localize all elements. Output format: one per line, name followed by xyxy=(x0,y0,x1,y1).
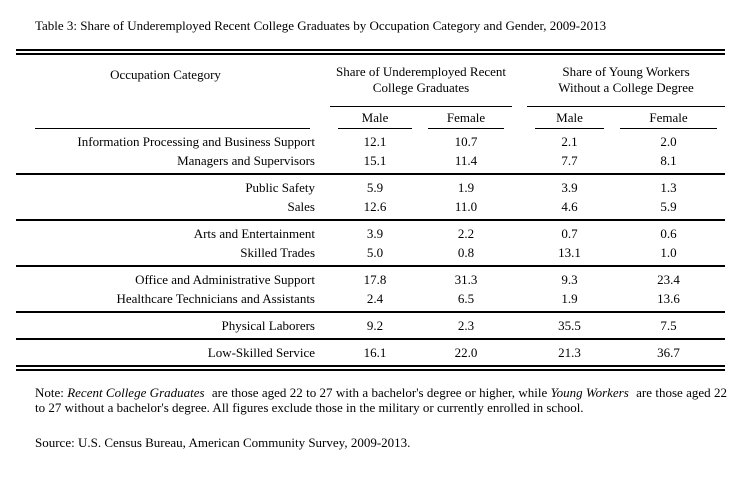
row-group xyxy=(16,339,725,365)
spacer-cell xyxy=(512,220,527,243)
spacer-cell xyxy=(512,312,527,339)
cell-value: 23.4 xyxy=(657,272,680,287)
cell-value: 3.9 xyxy=(561,180,578,195)
row-group xyxy=(16,174,725,220)
cell-value: 2.3 xyxy=(457,318,475,333)
cell-value: 2.1 xyxy=(561,134,578,149)
table-row xyxy=(16,312,725,339)
col-group-underemployed-graduates xyxy=(330,55,512,107)
cell-value: 31.3 xyxy=(454,272,478,287)
row-label: Low-Skilled Service xyxy=(207,345,315,360)
cell-value: 5.0 xyxy=(366,245,384,260)
spacer-cell xyxy=(512,266,527,289)
spacer-cell xyxy=(512,339,527,365)
col-header-male-graduates: Male xyxy=(330,107,420,130)
table-row xyxy=(16,243,725,266)
cell-value: 36.7 xyxy=(657,345,680,360)
row-label: Sales xyxy=(287,199,315,214)
cell-value: 4.6 xyxy=(561,199,578,214)
cell-value: 0.8 xyxy=(457,245,475,260)
cell-value: 9.2 xyxy=(366,318,384,333)
bottom-double-rule xyxy=(16,365,725,371)
cell-value: 12.1 xyxy=(363,134,387,149)
cell-value: 7.5 xyxy=(660,318,677,333)
cell-value: 3.9 xyxy=(366,226,384,241)
col-group-line2: Without a College Degree xyxy=(558,80,694,95)
note-text: Note: Recent College Graduates are those aged 22 to 27 with a bachelor's degree or higher, while Young Workers are those aged 22 to 27 without a bachelor's degree. All figures exclude those in the military or currently enrolled in school. xyxy=(35,385,727,415)
row-label: Managers and Supervisors xyxy=(177,153,315,168)
spacer-cell xyxy=(512,151,527,174)
row-label: Office and Administrative Support xyxy=(135,272,315,287)
row-label: Physical Laborers xyxy=(221,318,315,333)
cell-value: 6.5 xyxy=(457,291,475,306)
cell-value: 2.0 xyxy=(660,134,677,149)
table-row xyxy=(16,220,725,243)
row-group xyxy=(16,129,725,174)
table-row xyxy=(16,197,725,220)
row-group xyxy=(16,220,725,266)
spacer-cell xyxy=(512,289,527,312)
col-header-female-graduates: Female xyxy=(420,107,512,130)
table-row xyxy=(16,151,725,174)
cell-value: 16.1 xyxy=(363,345,387,360)
table-row xyxy=(16,289,725,312)
source-text: Source: U.S. Census Bureau, American Community Survey, 2009-2013. xyxy=(35,435,411,450)
cell-value: 17.8 xyxy=(363,272,387,287)
col-group-line1: Share of Young Workers xyxy=(562,64,690,79)
spacer-cell xyxy=(512,174,527,197)
cell-value: 21.3 xyxy=(558,345,581,360)
cell-value: 8.1 xyxy=(660,153,677,168)
spacer-cell xyxy=(512,129,527,151)
table-row xyxy=(16,174,725,197)
cell-value: 0.7 xyxy=(561,226,578,241)
cell-value: 22.0 xyxy=(454,345,478,360)
col-group-young-workers xyxy=(527,55,725,107)
cell-value: 13.6 xyxy=(657,291,680,306)
cell-value: 5.9 xyxy=(366,180,384,195)
cell-value: 11.0 xyxy=(454,199,478,214)
cell-value: 2.4 xyxy=(366,291,384,306)
group-header-row xyxy=(16,55,725,107)
cell-value: 12.6 xyxy=(363,199,387,214)
row-label: Arts and Entertainment xyxy=(193,226,315,241)
table-row xyxy=(16,129,725,151)
cell-value: 11.4 xyxy=(454,153,478,168)
table-title: Table 3: Share of Underemployed Recent College Graduates by Occupation Category and Gender, 2009-2013 xyxy=(35,18,607,33)
cell-value: 35.5 xyxy=(558,318,581,333)
col-group-line2: College Graduates xyxy=(372,80,470,95)
cell-value: 7.7 xyxy=(561,153,578,168)
col-header-female-nondegree: Female xyxy=(612,107,725,130)
spacer-column xyxy=(512,55,527,129)
cell-value: 15.1 xyxy=(363,153,387,168)
row-group xyxy=(16,312,725,339)
col-header-occupation: Occupation Category xyxy=(16,55,330,129)
row-label: Information Processing and Business Support xyxy=(77,134,315,149)
cell-value: 5.9 xyxy=(660,199,677,214)
col-group-line1: Share of Underemployed Recent xyxy=(335,64,507,79)
table-header xyxy=(16,55,725,129)
cell-value: 1.9 xyxy=(561,291,578,306)
data-table xyxy=(16,55,725,365)
row-group xyxy=(16,266,725,312)
cell-value: 13.1 xyxy=(558,245,581,260)
row-label: Healthcare Technicians and Assistants xyxy=(116,291,315,306)
cell-value: 1.0 xyxy=(660,245,677,260)
table-row xyxy=(16,339,725,365)
table-row xyxy=(16,266,725,289)
document-page xyxy=(0,18,750,450)
cell-value: 1.9 xyxy=(457,180,475,195)
row-label: Skilled Trades xyxy=(240,245,315,260)
spacer-cell xyxy=(512,197,527,220)
cell-value: 1.3 xyxy=(660,180,677,195)
cell-value: 10.7 xyxy=(454,134,478,149)
cell-value: 2.2 xyxy=(457,226,475,241)
row-label: Public Safety xyxy=(245,180,315,195)
col-header-male-nondegree: Male xyxy=(527,107,612,130)
spacer-cell xyxy=(512,243,527,266)
cell-value: 0.6 xyxy=(660,226,677,241)
cell-value: 9.3 xyxy=(561,272,578,287)
